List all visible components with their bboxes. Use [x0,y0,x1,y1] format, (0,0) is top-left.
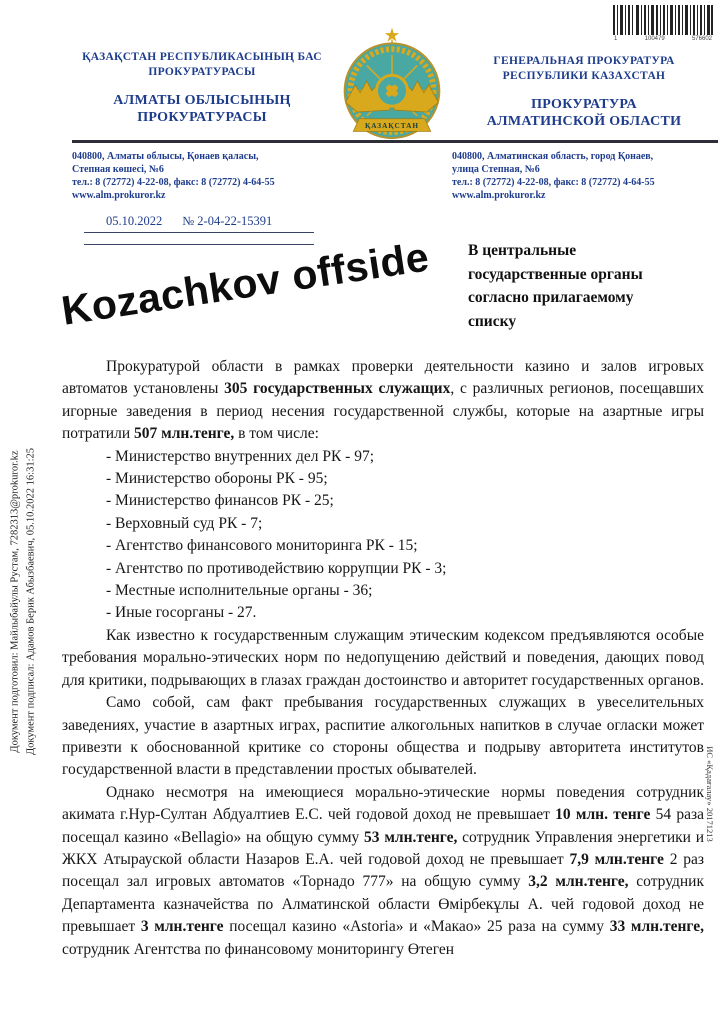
signature-signed-line: Документ подписал: Адамов Берик Абызбаевич, 05.10.2022 16:31:25 [25,448,36,756]
paragraph: Однако несмотря на имеющиеся морально-этические нормы поведения сотрудник акимата г.Нур-Султан Абдуалтиев Е.С. чей годовой доход не превышает 10 млн. тенге 54 раза посещал казино «Bellagio» на общую сумму 53 млн.тенге, сотрудник Управления энергетики и ЖКХ Атырауской области Назаров Е.А. чей годовой доход не превышает 7,9 млн.тенге 2 раз посещал зал игровых автоматов «Торнадо 777» на общую сумму 3,2 млн.тенге, сотрудник Департамента казначейства по Алматинской области Өмірбекұлы А. чей годовой доход не превышает 3 млн.тенге посещал казино «Astoria» и «Макао» 25 раза на сумму 33 млн.тенге, сотрудник Агентства по финансовому мониторингу Өтеген [62,783,705,958]
barcode-digit-group: 576602 [691,36,712,42]
parent-org-line: ПРОКУРАТУРАСЫ [148,65,256,78]
list-item: - Министерство обороны РК - 95; [106,470,328,488]
address-block-ru [452,150,722,202]
letterhead-russian [450,54,718,130]
barcode [610,5,716,42]
address-line: улица Степная, №6 [452,164,540,175]
website-link: www.alm.prokuror.kz [72,190,166,201]
addressee-block: В центральные государственные органы согласно прилагаемому списку [468,242,643,330]
paragraph: Само собой, сам факт пребывания государственных служащих в увеселительных заведениях, участие в азартных играх, распитие алкогольных напитков в случае огласки может привезти к обоснованной критике со стороны общества и подрыву авторитета институтов государственной власти в представлении простых обывателей. [62,694,704,779]
parent-org-line: ГЕНЕРАЛЬНАЯ ПРОКУРАТУРА [493,55,675,67]
state-emblem [334,24,450,142]
org-name-ru [450,96,718,130]
signature-stamp [8,387,39,817]
address-line: Степная көшесі, №6 [72,164,164,175]
signature-prepared-line: Документ подготовил: Майлыбайулы Рустам, 7282313@prokuror.kz [9,450,21,753]
address-line: тел.: 8 (72772) 4-22-08, факс: 8 (72772) 4-64-55 [72,177,275,188]
parent-org-line: РЕСПУБЛИКИ КАЗАХСТАН [502,69,666,82]
list-item: - Министерство внутренних дел РК - 97; [106,447,374,465]
org-name-line: ПРОКУРАТУРАСЫ [137,110,267,125]
document-date: 05.10.2022 [106,214,163,228]
reference-underline [84,232,314,233]
list-item: - Агентство финансового мониторинга РК - 15; [106,537,418,555]
list-item: - Министерство финансов РК - 25; [106,492,334,510]
address-line: 040800, Алматинская область, город Қонаев, [452,151,654,162]
kazakhstan-coat-of-arms-icon [334,24,450,142]
address-line: 040800, Алматы облысы, Қонаев қаласы, [72,151,259,162]
barcode-digit-group: 1 [614,36,618,42]
list-item: - Верховный суд РК - 7; [106,514,263,532]
parent-org-name-kk [68,50,336,79]
header-divider [72,140,718,143]
org-name-line: АЛМАТЫ ОБЛЫСЫНЫҢ [113,93,291,108]
paragraph: Прокуратурой области в рамках проверки деятельности казино и залов игровых автоматов установлены 305 государственных служащих, с различных регионов, посещавших игорные заведения в период несения государственной службы, которые на азартные игры потратили 507 млн.тенге, в том числе: [62,358,704,443]
barcode-bars-icon [613,5,713,35]
emblem-banner-text: ҚАЗАҚСТАН [365,121,419,130]
list-item: - Местные исполнительные органы - 36; [106,582,373,600]
letterhead-kazakh [68,50,336,126]
list-item: - Агентство по противодействию коррупции РК - 3; [106,559,447,577]
list-item: - Иные госорганы - 27. [106,604,257,622]
org-name-kk [68,92,336,126]
address-block-kk [72,150,372,202]
barcode-caption [610,36,716,42]
org-name-line: ПРОКУРАТУРА [531,97,637,112]
reference-block [84,214,314,245]
watermark: Kozachkov offside [58,233,432,334]
parent-org-name-ru [450,54,718,83]
reference-underline [84,244,314,245]
website-link: www.alm.prokuror.kz [452,190,546,201]
barcode-digit-group: 100479 [644,36,665,42]
document-number: № 2-04-22-15391 [182,214,273,228]
address-line: тел.: 8 (72772) 4-22-08, факс: 8 (72772) 4-64-55 [452,177,655,188]
org-name-line: АЛМАТИНСКОЙ ОБЛАСТИ [486,114,682,129]
body-paragraphs [62,356,704,961]
paragraph: Как известно к государственным служащим этическим кодексом предъявляются особые требования морально-этических норм по недопущению действий и поведения, дающих повод для критики, подрывающих в глазах граждан достоинство и авторитет государственных органов. [62,626,704,689]
parent-org-line: ҚАЗАҚСТАН РЕСПУБЛИКАСЫНЫҢ БАС [82,51,322,63]
system-stamp: ИС «Қадағалау» 20171213 [705,746,715,842]
